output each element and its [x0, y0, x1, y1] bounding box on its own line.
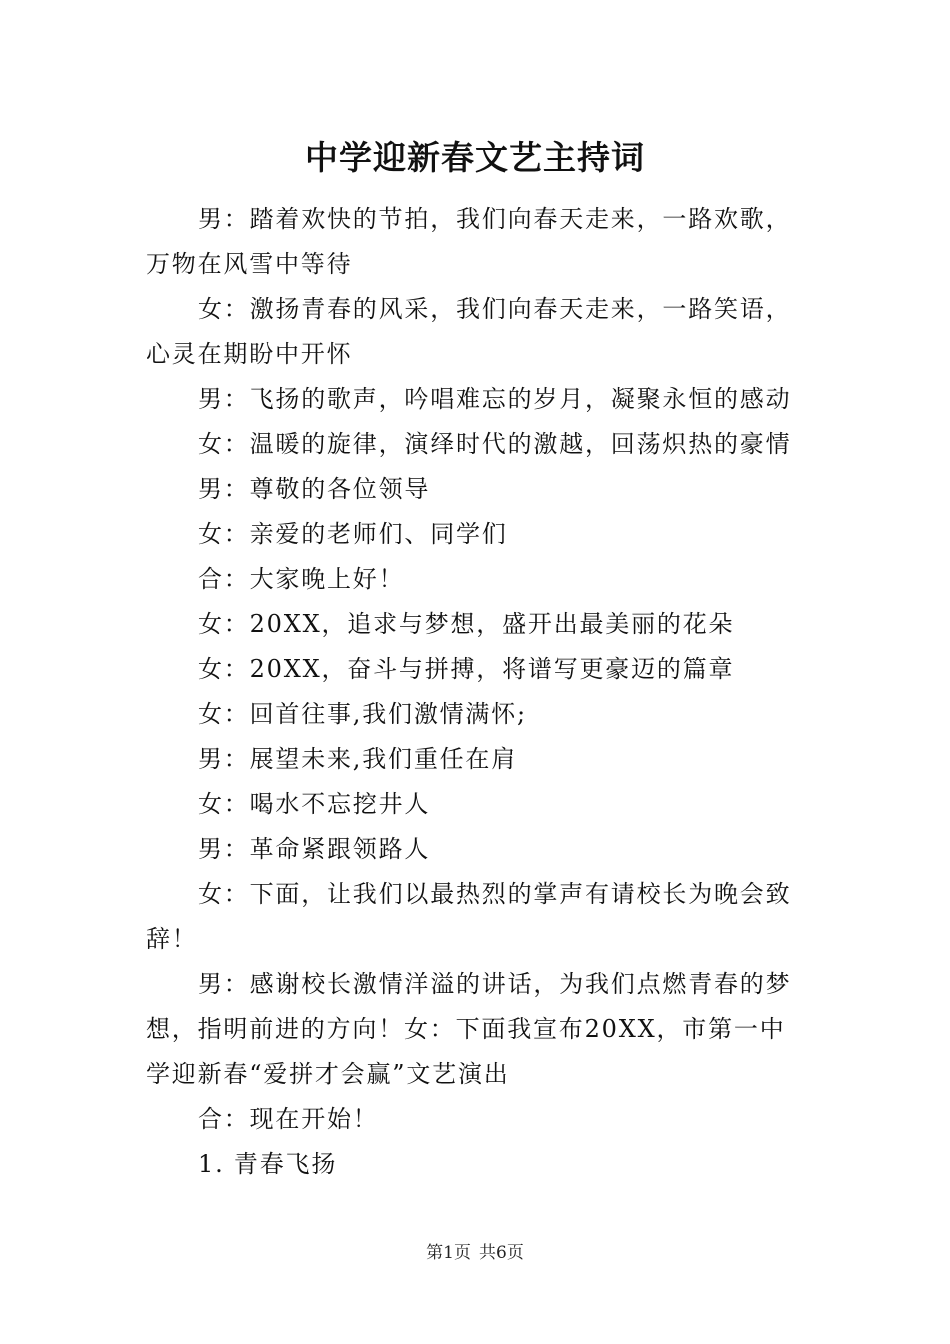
- document-body: [146, 197, 806, 1187]
- paragraph: 男：感谢校长激情洋溢的讲话，为我们点燃青春的梦想，指明前进的方向！女：下面我宣布20XX，市第一中学迎新春“爱拼才会赢”文艺演出: [146, 970, 792, 1088]
- paragraph: 女：20XX，追求与梦想，盛开出最美丽的花朵: [198, 610, 735, 638]
- paragraph: 男：飞扬的歌声，吟唱难忘的岁月，凝聚永恒的感动: [198, 385, 792, 413]
- paragraph: 女：亲爱的老师们、同学们: [198, 520, 508, 548]
- document-title: 中学迎新春文艺主持词: [305, 138, 645, 177]
- paragraph: 女：温暖的旋律，演绎时代的激越，回荡炽热的豪情: [198, 430, 792, 458]
- paragraph: 女：下面，让我们以最热烈的掌声有请校长为晚会致辞！: [146, 880, 792, 953]
- paragraph: 合：现在开始！: [198, 1105, 379, 1133]
- paragraph: 女：回首往事,我们激情满怀;: [198, 700, 527, 728]
- page-footer: [0, 1241, 950, 1265]
- page-total: 共6页: [479, 1243, 524, 1263]
- paragraph: 女：激扬青春的风采，我们向春天走来，一路笑语，心灵在期盼中开怀: [146, 295, 792, 368]
- paragraph: 男：革命紧跟领路人: [198, 835, 431, 863]
- page-number: 第1页: [426, 1243, 471, 1263]
- paragraph: 1. 青春飞扬: [198, 1150, 338, 1178]
- paragraph: 女：20XX，奋斗与拼搏，将谱写更豪迈的篇章: [198, 655, 735, 683]
- paragraph: 男：踏着欢快的节拍，我们向春天走来，一路欢歌，万物在风雪中等待: [146, 205, 792, 278]
- paragraph: 女：喝水不忘挖井人: [198, 790, 431, 818]
- paragraph: 男：展望未来,我们重任在肩: [198, 745, 518, 773]
- paragraph: 合：大家晚上好！: [198, 565, 405, 593]
- paragraph: 男：尊敬的各位领导: [198, 475, 431, 503]
